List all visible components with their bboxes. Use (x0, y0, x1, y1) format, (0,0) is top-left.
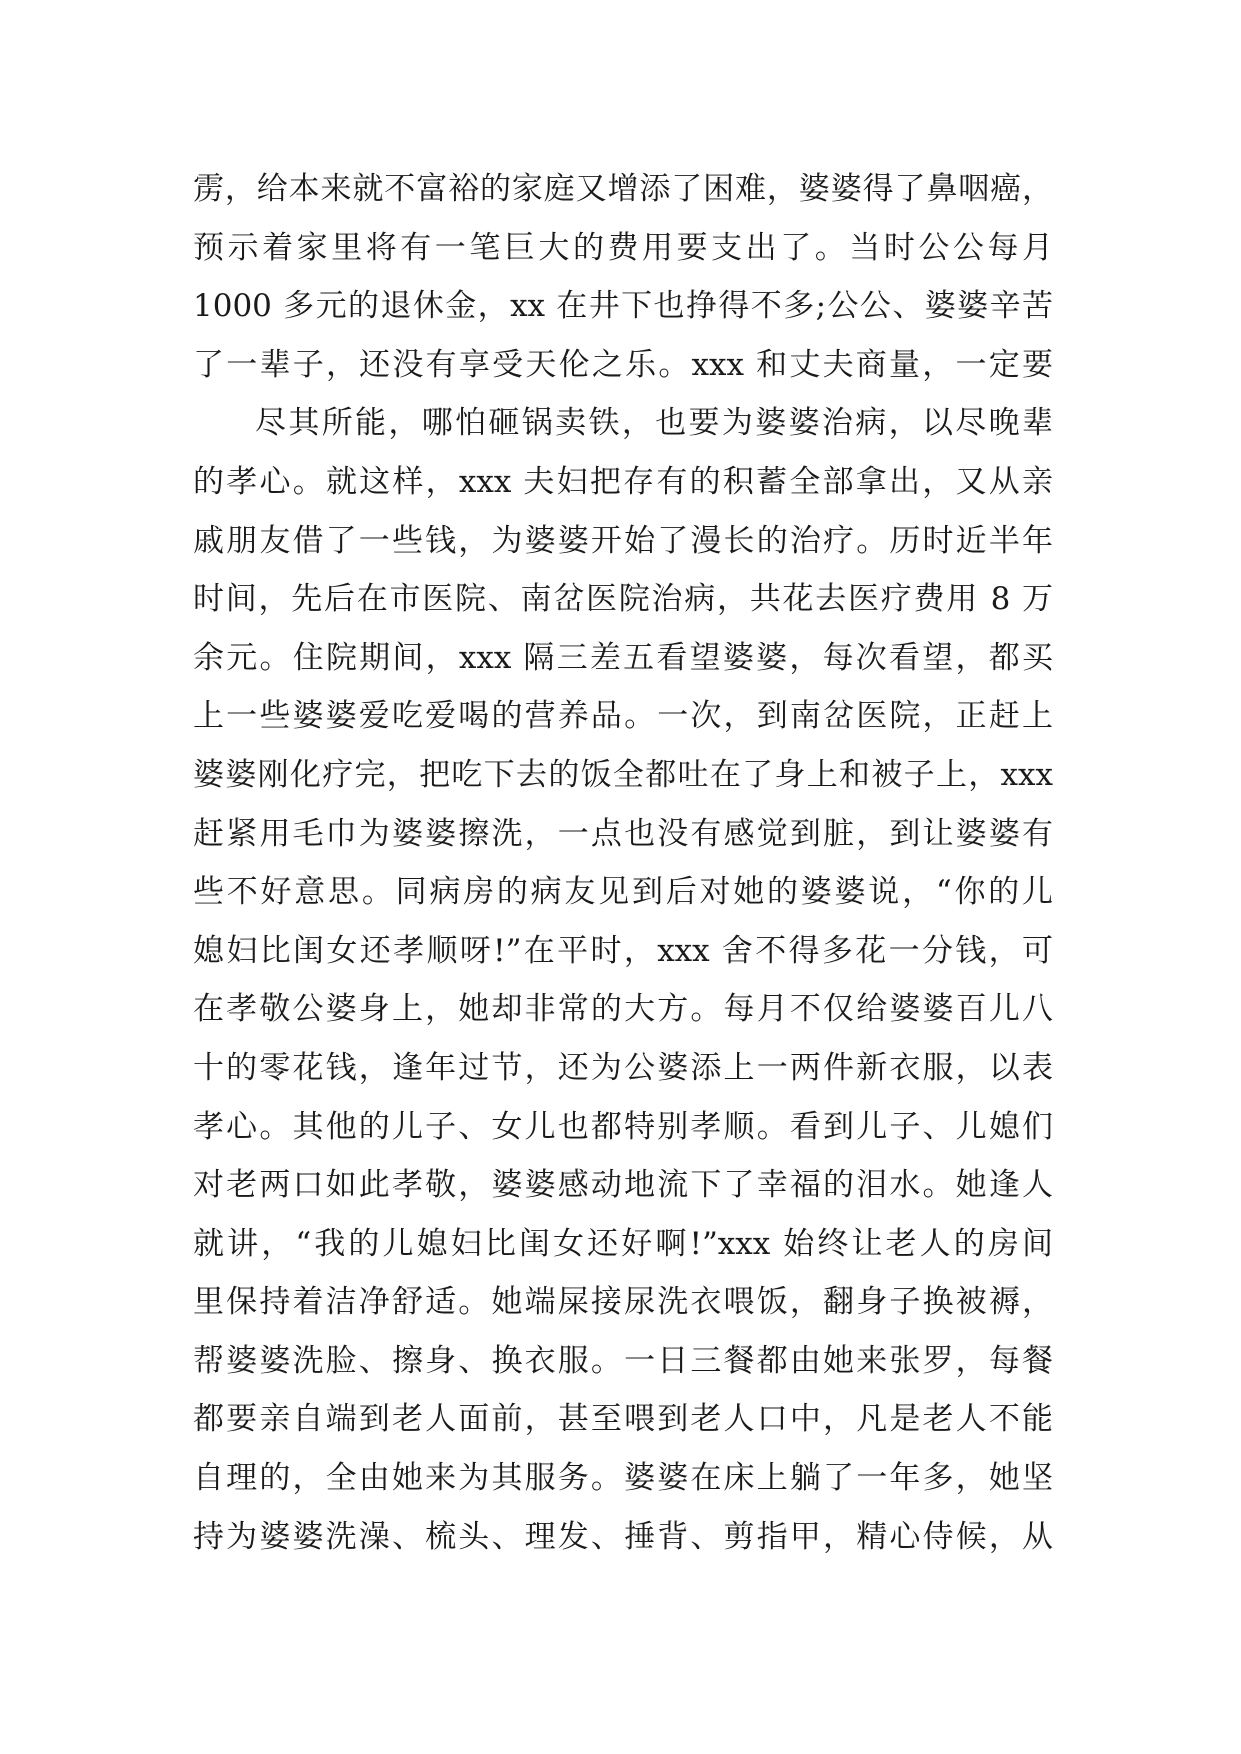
text-line: 上一些婆婆爱吃爱喝的营养品。一次，到南岔医院，正赶上 (193, 698, 1053, 735)
text-line: 对老两口如此孝敬，婆婆感动地流下了幸福的泪水。她逢人 (193, 1167, 1053, 1204)
text-line: 戚朋友借了一些钱，为婆婆开始了漫长的治疗。历时近半年 (193, 522, 1053, 559)
text-line: 帮婆婆洗脸、擦身、换衣服。一日三餐都由她来张罗，每餐 (193, 1342, 1053, 1379)
text-line: 十的零花钱，逢年过节，还为公婆添上一两件新衣服，以表 (193, 1049, 1053, 1086)
text-line: 1000 多元的退休金，xx 在井下也挣得不多;公公、婆婆辛苦 (193, 288, 1053, 325)
text-line: 婆婆刚化疗完，把吃下去的饭全都吐在了身上和被子上，xxx (193, 756, 1053, 793)
text-line: 尽其所能，哪怕砸锅卖铁，也要为婆婆治病，以尽晚辈 (255, 405, 1053, 442)
text-line: 孝心。其他的儿子、女儿也都特别孝顺。看到儿子、儿媳们 (193, 1108, 1053, 1145)
text-line: 雳，给本来就不富裕的家庭又增添了困难，婆婆得了鼻咽癌， (193, 171, 1053, 207)
text-line: 就讲，“我的儿媳妇比闺女还好啊!”xxx 始终让老人的房间 (193, 1225, 1053, 1262)
text-line: 自理的，全由她来为其服务。婆婆在床上躺了一年多，她坚 (193, 1460, 1053, 1497)
text-line: 的孝心。就这样，xxx 夫妇把存有的积蓄全部拿出，又从亲 (193, 463, 1053, 500)
text-line: 些不好意思。同病房的病友见到后对她的婆婆说，“你的儿 (193, 874, 1053, 911)
text-line: 都要亲自端到老人面前，甚至喂到老人口中，凡是老人不能 (193, 1401, 1053, 1438)
text-line: 在孝敬公婆身上，她却非常的大方。每月不仅给婆婆百儿八 (193, 991, 1053, 1028)
text-line: 时间，先后在市医院、南岔医院治病，共花去医疗费用 8 万 (193, 581, 1053, 618)
text-line: 了一辈子，还没有享受天伦之乐。xxx 和丈夫商量，一定要 (193, 346, 1053, 383)
text-line: 预示着家里将有一笔巨大的费用要支出了。当时公公每月 (193, 229, 1053, 266)
text-line: 持为婆婆洗澡、梳头、理发、捶背、剪指甲，精心侍候，从 (193, 1518, 1053, 1555)
text-line: 赶紧用毛巾为婆婆擦洗，一点也没有感觉到脏，到让婆婆有 (193, 815, 1053, 852)
text-line: 媳妇比闺女还孝顺呀!”在平时，xxx 舍不得多花一分钱，可 (193, 932, 1053, 969)
text-line: 里保持着洁净舒适。她端屎接尿洗衣喂饭，翻身子换被褥， (193, 1284, 1053, 1321)
text-line: 余元。住院期间，xxx 隔三差五看望婆婆，每次看望，都买 (193, 639, 1053, 676)
body-text (193, 160, 1053, 1566)
